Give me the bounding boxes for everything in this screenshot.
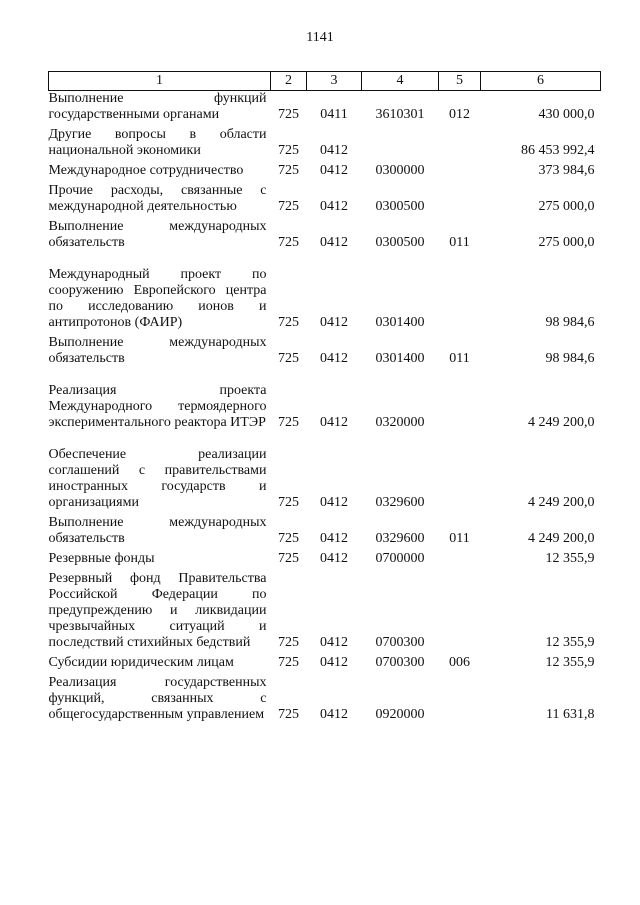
table-row [49,335,601,371]
row-article: 0700000 [375,551,425,566]
row-amount: 98 984,6 [545,315,595,330]
row-expense-type: 011 [449,235,470,250]
row-name: Выполнение международных обязательств [48,335,267,366]
row-article: 0329600 [375,531,425,546]
row-section: 0412 [320,635,348,650]
row-ministry: 725 [278,551,299,566]
row-amount: 86 453 992,4 [521,143,595,158]
row-article: 0320000 [375,415,425,430]
row-ministry: 725 [278,163,299,178]
row-ministry: 725 [278,531,299,546]
row-name: Международное сотрудничество [48,163,244,178]
row-name: Резервные фонды [48,551,155,566]
row-ministry: 725 [278,235,299,250]
row-amount: 4 249 200,0 [528,415,595,430]
table-row [49,551,601,571]
table-row [49,675,601,727]
row-amount: 430 000,0 [538,107,595,122]
row-expense-type: 006 [449,655,470,670]
row-name: Другие вопросы в области национальной экономики [48,127,267,158]
row-expense-type [439,127,481,163]
row-expense-type [439,183,481,219]
table-row [49,183,601,219]
row-expense-type: 011 [449,351,470,366]
row-expense-type [439,163,481,183]
row-section: 0412 [320,143,348,158]
row-article: 0301400 [375,351,425,366]
row-amount: 4 249 200,0 [528,531,595,546]
column-header-article: 4 [362,72,439,91]
table-row [49,571,601,655]
row-section: 0412 [320,199,348,214]
row-expense-type: 012 [449,107,470,122]
row-amount: 373 984,6 [538,163,595,178]
row-article: 0920000 [375,707,425,722]
row-section: 0411 [320,107,348,122]
row-name: Реализация проекта Международного термоядерного экспериментального реактора ИТЭР [48,383,267,430]
row-article: 0329600 [375,495,425,510]
row-article: 0301400 [375,315,425,330]
row-article: 0300000 [375,163,425,178]
table-row [49,127,601,163]
row-ministry: 725 [278,315,299,330]
row-section: 0412 [320,551,348,566]
column-header-name: 1 [49,72,271,91]
row-name: Резервный фонд Правительства Российской Федерации по предупреждению и ликвидации чрезвычайных ситуаций и последствий стихийных бедствий [48,571,267,650]
row-ministry: 725 [278,107,299,122]
table-row [49,163,601,183]
row-article: 0700300 [375,635,425,650]
table-row [49,371,601,435]
row-amount: 4 249 200,0 [528,495,595,510]
row-ministry: 725 [278,707,299,722]
row-section: 0412 [320,655,348,670]
row-amount: 12 355,9 [545,635,595,650]
row-amount: 98 984,6 [545,351,595,366]
row-amount: 11 631,8 [546,707,595,722]
row-ministry: 725 [278,655,299,670]
row-ministry: 725 [278,495,299,510]
row-article: 3610301 [375,107,425,122]
row-name: Субсидии юридическим лицам [48,655,234,670]
row-section: 0412 [320,235,348,250]
row-name: Выполнение международных обязательств [48,515,267,546]
row-section: 0412 [320,415,348,430]
table-row [49,435,601,515]
row-amount: 12 355,9 [545,551,595,566]
row-name: Международный проект по сооружению Европейского центра по исследованию ионов и антипротонов (ФАИР) [48,267,267,330]
row-section: 0412 [320,531,348,546]
row-article: 0300500 [375,235,425,250]
row-section: 0412 [320,707,348,722]
row-ministry: 725 [278,415,299,430]
table-row [49,219,601,255]
row-name: Выполнение международных обязательств [48,219,267,250]
row-section: 0412 [320,163,348,178]
row-amount: 12 355,9 [545,655,595,670]
row-article: 0300500 [375,199,425,214]
row-expense-type: 011 [449,531,470,546]
row-expense-type [439,675,481,727]
column-header-section: 3 [307,72,362,91]
table-row [49,91,601,128]
row-ministry: 725 [278,143,299,158]
column-header-amount: 6 [481,72,601,91]
row-section: 0412 [320,351,348,366]
row-section: 0412 [320,495,348,510]
page-number: 1141 [306,30,334,45]
row-expense-type [439,371,481,435]
table-row [49,255,601,335]
table-header-row [49,72,601,91]
row-expense-type [439,435,481,515]
table-row [49,515,601,551]
row-name: Выполнение функций государственными органами [48,91,267,122]
row-name: Прочие расходы, связанные с международной деятельностью [48,183,267,214]
row-amount: 275 000,0 [538,199,595,214]
row-ministry: 725 [278,351,299,366]
row-ministry: 725 [278,635,299,650]
row-article: 0700300 [375,655,425,670]
row-article [362,127,439,163]
row-section: 0412 [320,315,348,330]
row-expense-type [439,571,481,655]
row-name: Реализация государственных функций, связанных с общегосударственным управлением [48,675,267,722]
row-ministry: 725 [278,199,299,214]
row-amount: 275 000,0 [538,235,595,250]
column-header-expense-type: 5 [439,72,481,91]
row-expense-type [439,255,481,335]
table-row [49,655,601,675]
budget-table [48,71,601,727]
row-name: Обеспечение реализации соглашений с правительствами иностранных государств и организациями [48,447,267,510]
column-header-ministry: 2 [271,72,307,91]
row-expense-type [439,551,481,571]
